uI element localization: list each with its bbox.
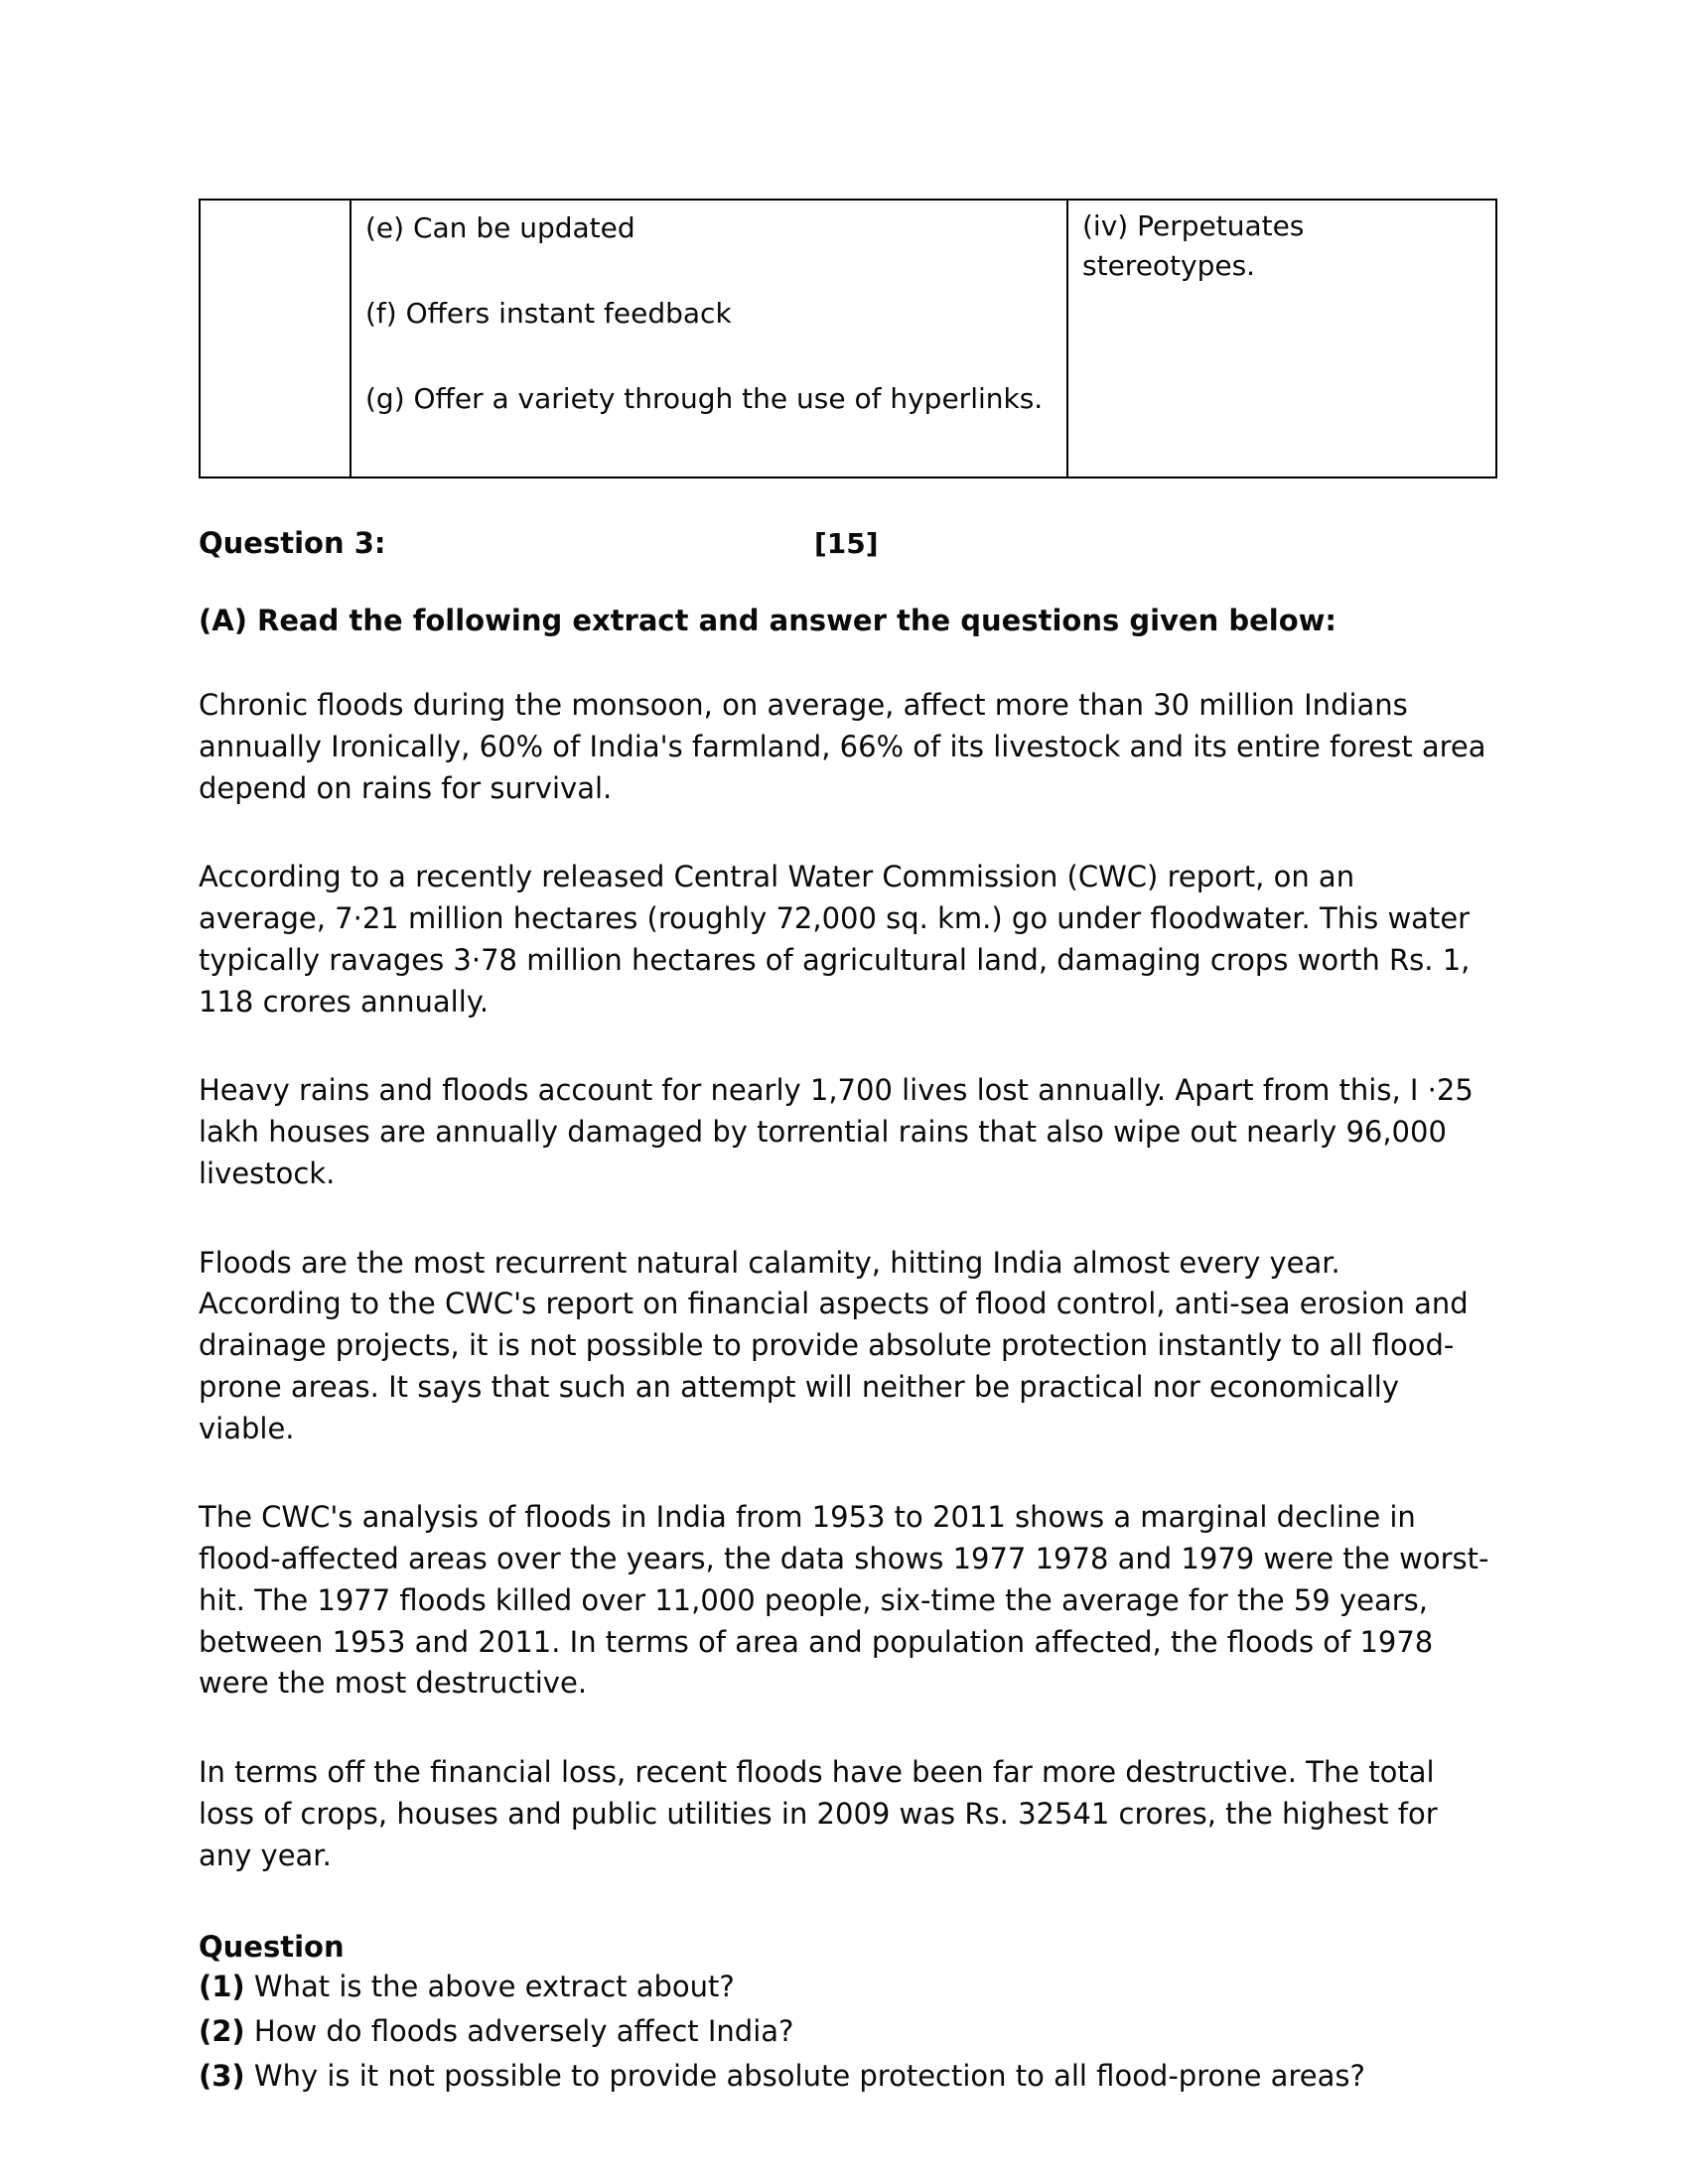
question-number: (3) xyxy=(199,2058,245,2093)
features-cell-content xyxy=(352,201,1066,477)
questions-section-title: Question xyxy=(199,1930,345,1965)
feature-option-f: (f) Offers instant feedback xyxy=(365,296,732,330)
feature-option-g: (g) Offer a variety through the use of hyperlinks. xyxy=(365,381,1044,415)
question-text: How do floods adversely affect India? xyxy=(253,2014,794,2048)
question-instruction: (A) Read the following extract and answer the questions given below: xyxy=(199,604,1337,637)
question-number: (2) xyxy=(199,2014,245,2048)
feature-option-e: (e) Can be updated xyxy=(365,211,635,244)
list-item xyxy=(199,2011,1489,2053)
extract-paragraph-5: The CWC's analysis of floods in India from 1953 to 2011 shows a marginal decline in flood-affected areas over the years, the data shows 1977 1978 and 1979 were the worst-hit. The 1977 floods killed over 11,000 people, six-time the average for the 59 years, between 1953 and 2011. In terms of area and population affected, the floods of 1978 were the most destructive. xyxy=(199,1500,1489,1701)
list-item xyxy=(199,1967,1489,2008)
extract-paragraph-3: Heavy rains and floods account for nearly 1,700 lives lost annually. Apart from this, I ·25 lakh houses are annually damaged by torrential rains that also wipe out nearly 96,000 livestock. xyxy=(199,1073,1474,1190)
question-marks: [15] xyxy=(814,527,879,560)
questions-list xyxy=(199,1967,1489,2097)
table-cell-blank xyxy=(200,200,351,478)
table-cell-features xyxy=(351,200,1067,478)
blank-cell-content xyxy=(201,201,350,477)
extract-paragraph-4: Floods are the most recurrent natural calamity, hitting India almost every year. According to the CWC's report on financial aspects of flood control, anti-sea erosion and drainage projects, it is not possible to provide absolute protection instantly to all flood-prone areas. It says that such an attempt will neither be practical nor economically viable. xyxy=(199,1245,1469,1445)
question-text: What is the above extract about? xyxy=(253,1970,735,2004)
drawback-option-iv: (iv) Perpetuates stereotypes. xyxy=(1082,209,1305,282)
question-label: Question 3: xyxy=(199,526,386,560)
table-cell-drawback xyxy=(1067,200,1496,478)
list-item xyxy=(199,2056,1489,2098)
extract-paragraph-6: In terms off the financial loss, recent floods have been far more destructive. The total loss of crops, houses and public utilities in 2009 was Rs. 32541 crores, the highest for any year. xyxy=(199,1755,1438,1872)
continuation-table xyxy=(199,199,1497,478)
table-row xyxy=(200,200,1496,478)
question-number: (1) xyxy=(199,1970,245,2004)
extract-paragraph-2: According to a recently released Central Water Commission (CWC) report, on an average, 7·21 million hectares (roughly 72,000 sq. km.) go under floodwater. This water typically ravages 3·78 million hectares of agricultural land, damaging crops worth Rs. 1, 118 crores annually. xyxy=(199,860,1471,1019)
question-heading xyxy=(199,526,1489,560)
question-text: Why is it not possible to provide absolute protection to all flood-prone areas? xyxy=(253,2058,1365,2093)
extract-paragraph-1: Chronic floods during the monsoon, on average, affect more than 30 million Indians annually Ironically, 60% of India's farmland, 66% of its livestock and its entire forest area depend on rains for survival. xyxy=(199,688,1486,805)
